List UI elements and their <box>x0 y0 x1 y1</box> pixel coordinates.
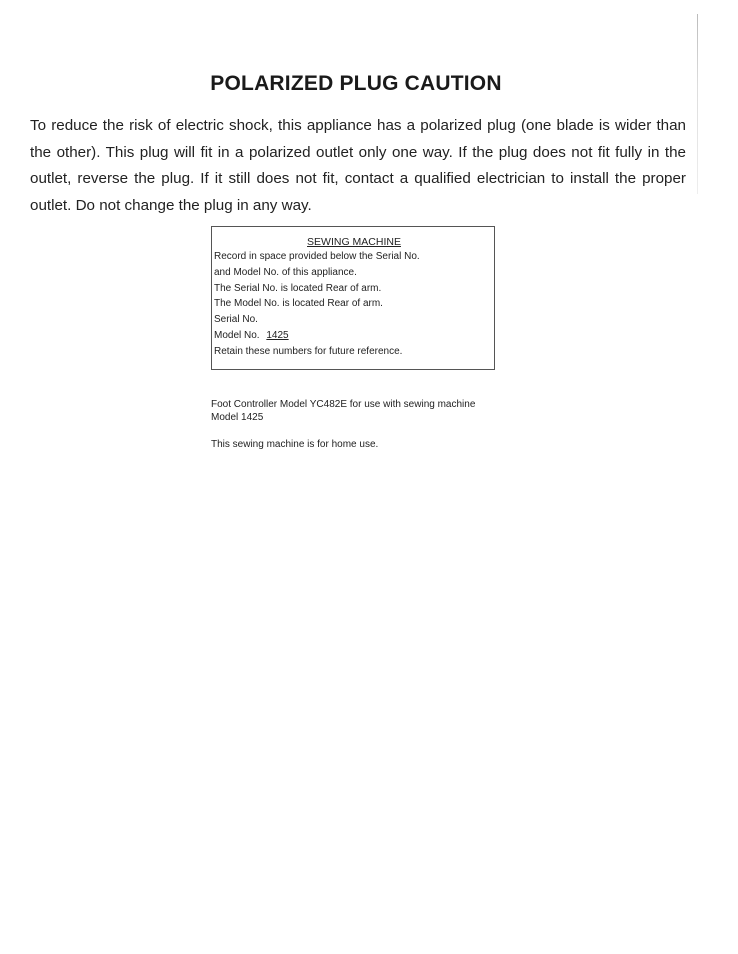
record-box-title: SEWING MACHINE <box>307 236 401 248</box>
model-number-value: 1425 <box>266 329 289 341</box>
page-title: POLARIZED PLUG CAUTION <box>210 72 502 95</box>
foot-controller-line: Foot Controller Model YC482E for use with sewing machine <box>211 399 476 410</box>
caution-paragraph: To reduce the risk of electric shock, this appliance has a polarized plug (one blade is wider than the other). This plug will fit in a polarized outlet only one way. If the plug does not fit fully in the outlet, reverse the plug. If it still does not fit, contact a qualified electrician to install the proper outlet. Do not change the plug in any way. <box>30 117 686 214</box>
retain-line: Retain these numbers for future reference. <box>214 345 403 357</box>
record-box <box>211 226 495 370</box>
foot-controller-note <box>211 398 511 424</box>
record-line: Record in space provided below the Serial No. <box>214 251 420 262</box>
foot-controller-model-line: Model 1425 <box>211 412 264 423</box>
model-number-label: Model No. <box>214 329 260 341</box>
model-number-line <box>214 328 494 344</box>
home-use-note: This sewing machine is for home use. <box>211 439 379 450</box>
record-line: and Model No. of this appliance. <box>214 266 357 278</box>
record-line: The Model No. is located Rear of arm. <box>214 298 383 310</box>
serial-number-line: Serial No. <box>214 314 258 326</box>
scan-edge-mark <box>697 14 698 194</box>
record-line: The Serial No. is located Rear of arm. <box>214 282 382 294</box>
